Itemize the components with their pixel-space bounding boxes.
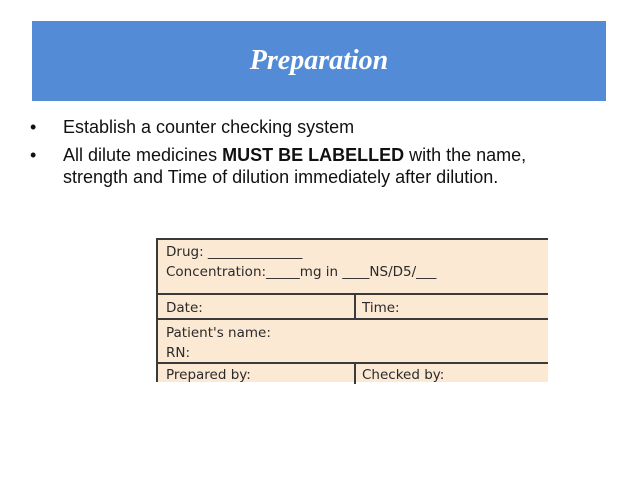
bullet-text-pre: All dilute medicines: [63, 145, 223, 165]
label-signature-row: [158, 364, 548, 384]
title-bar: [32, 21, 606, 101]
label-patient-name: Patient's name:: [166, 325, 271, 341]
label-checked-by: Checked by:: [362, 367, 445, 383]
bullet-text: Establish a counter checking system: [63, 117, 355, 137]
label-time-cell: [356, 295, 548, 318]
slide-title: Preparation: [249, 45, 389, 76]
label-rn: RN:: [166, 345, 191, 361]
label-date: Date:: [166, 300, 203, 316]
label-date-row: [158, 295, 548, 320]
label-drug: Drug: ______________: [166, 244, 303, 260]
label-prepared-by: Prepared by:: [166, 367, 251, 383]
bullet-dot-icon: •: [30, 145, 37, 165]
bullet-text-post: with the name, strength and Time of dilution immediately after dilution.: [63, 145, 527, 187]
bullet-text-emphasis: MUST BE LABELLED: [222, 145, 405, 165]
label-checked-cell: [356, 364, 548, 384]
label-date-cell: [158, 295, 356, 318]
bullet-list: [30, 116, 590, 194]
dilution-label-image: [156, 238, 548, 382]
label-drug-row: [158, 240, 548, 295]
bullet-item: [30, 144, 590, 188]
bullet-dot-icon: •: [30, 117, 37, 137]
label-prepared-cell: [158, 364, 356, 384]
label-patient-row: [158, 320, 548, 364]
bullet-item: [30, 116, 590, 138]
label-time: Time:: [362, 300, 400, 316]
label-concentration: Concentration:_____mg in ____NS/D5/___: [166, 264, 437, 280]
